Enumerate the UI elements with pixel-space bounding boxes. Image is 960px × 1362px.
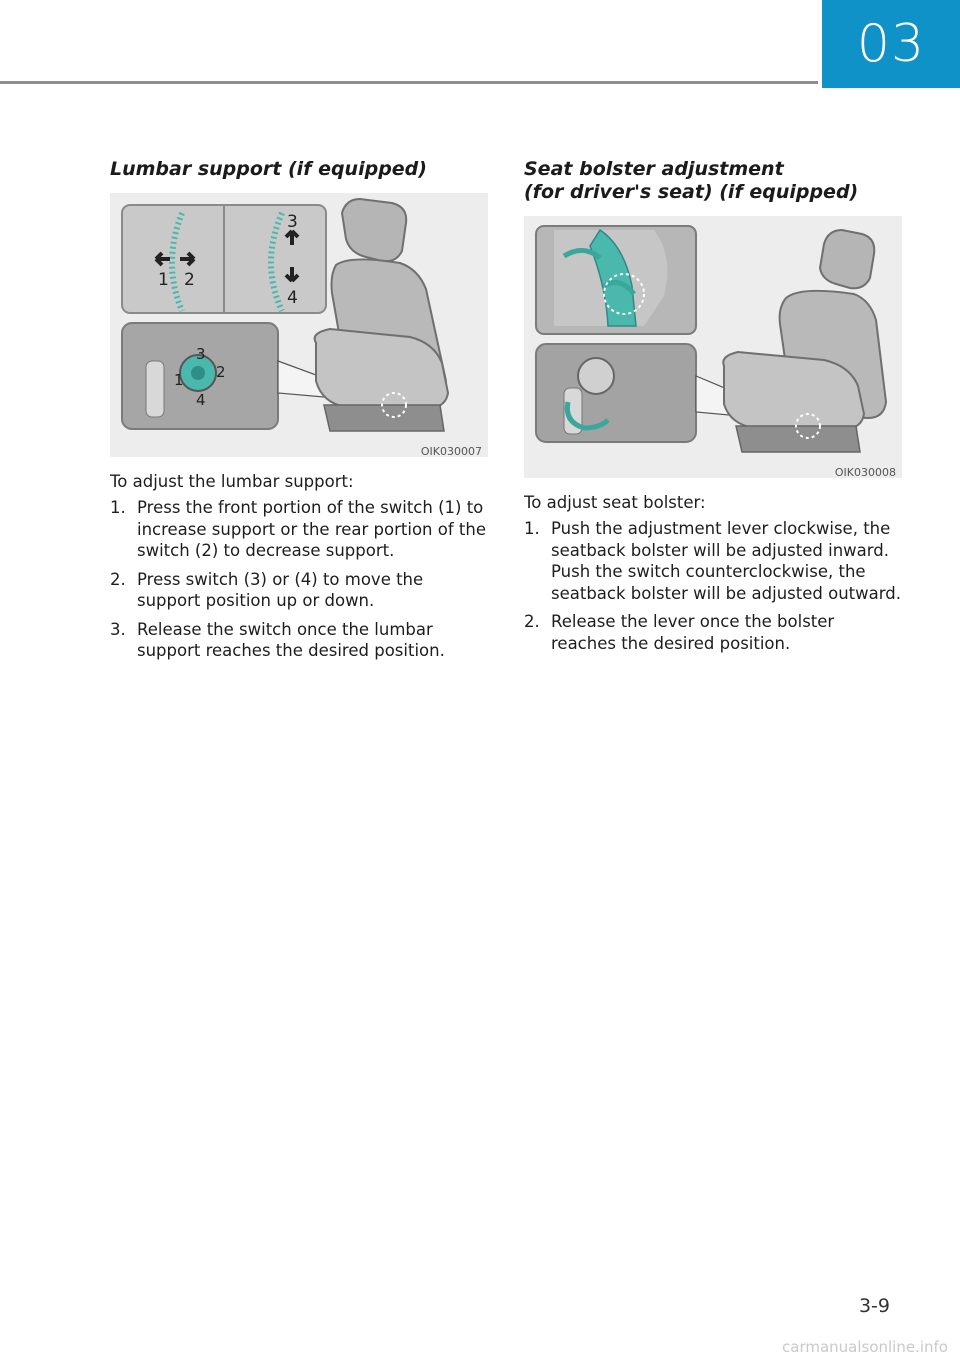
svg-text:4: 4 — [196, 391, 206, 409]
list-item: 2. Press switch (3) or (4) to move the support position up or down. — [110, 569, 424, 610]
lumbar-intro: To adjust the lumbar support: — [110, 472, 354, 491]
lumbar-seat-illustration — [110, 193, 488, 457]
lumbar-label-3: 3 — [287, 212, 298, 232]
lumbar-support-figure — [110, 193, 488, 457]
lumbar-support-title: Lumbar support (if equipped) — [110, 158, 427, 180]
list-item: 1. Push the adjustment lever clockwise, the seatback bolster will be adjusted inward. Push the switch counterclockwise, the seatback bolster will be adjusted outward. — [524, 519, 901, 603]
bolster-intro: To adjust seat bolster: — [524, 493, 706, 512]
chapter-tab: 03 — [822, 0, 960, 88]
seat-bolster-title: Seat bolster adjustment (for driver's seat) (if equipped) — [524, 158, 859, 203]
watermark: carmanualsonline.info — [782, 1338, 948, 1356]
lumbar-label-4: 4 — [287, 288, 298, 308]
figure-code: OIK030007 — [420, 445, 482, 458]
lumbar-label-1: 1 — [158, 270, 169, 290]
seat-bolster-figure — [524, 216, 902, 478]
lumbar-label-2: 2 — [184, 270, 195, 290]
lumbar-support-section — [110, 158, 488, 669]
lumbar-steps — [110, 497, 488, 662]
bolster-seat-illustration — [524, 216, 902, 478]
list-item: 2. Release the lever once the bolster reaches the desired position. — [524, 612, 835, 653]
svg-text:2: 2 — [216, 363, 226, 381]
svg-text:3: 3 — [196, 345, 206, 363]
list-item: 1. Press the front portion of the switch (1) to increase support or the rear portion of the switch (2) to decrease support. — [110, 498, 486, 560]
header-rule — [0, 81, 818, 84]
bolster-steps — [524, 518, 902, 654]
figure-code: OIK030008 — [834, 466, 896, 479]
page-number: 3-9 — [858, 1295, 890, 1317]
svg-text:1: 1 — [174, 371, 184, 389]
list-item: 3. Release the switch once the lumbar support reaches the desired position. — [110, 619, 445, 660]
seat-bolster-section — [524, 158, 902, 661]
